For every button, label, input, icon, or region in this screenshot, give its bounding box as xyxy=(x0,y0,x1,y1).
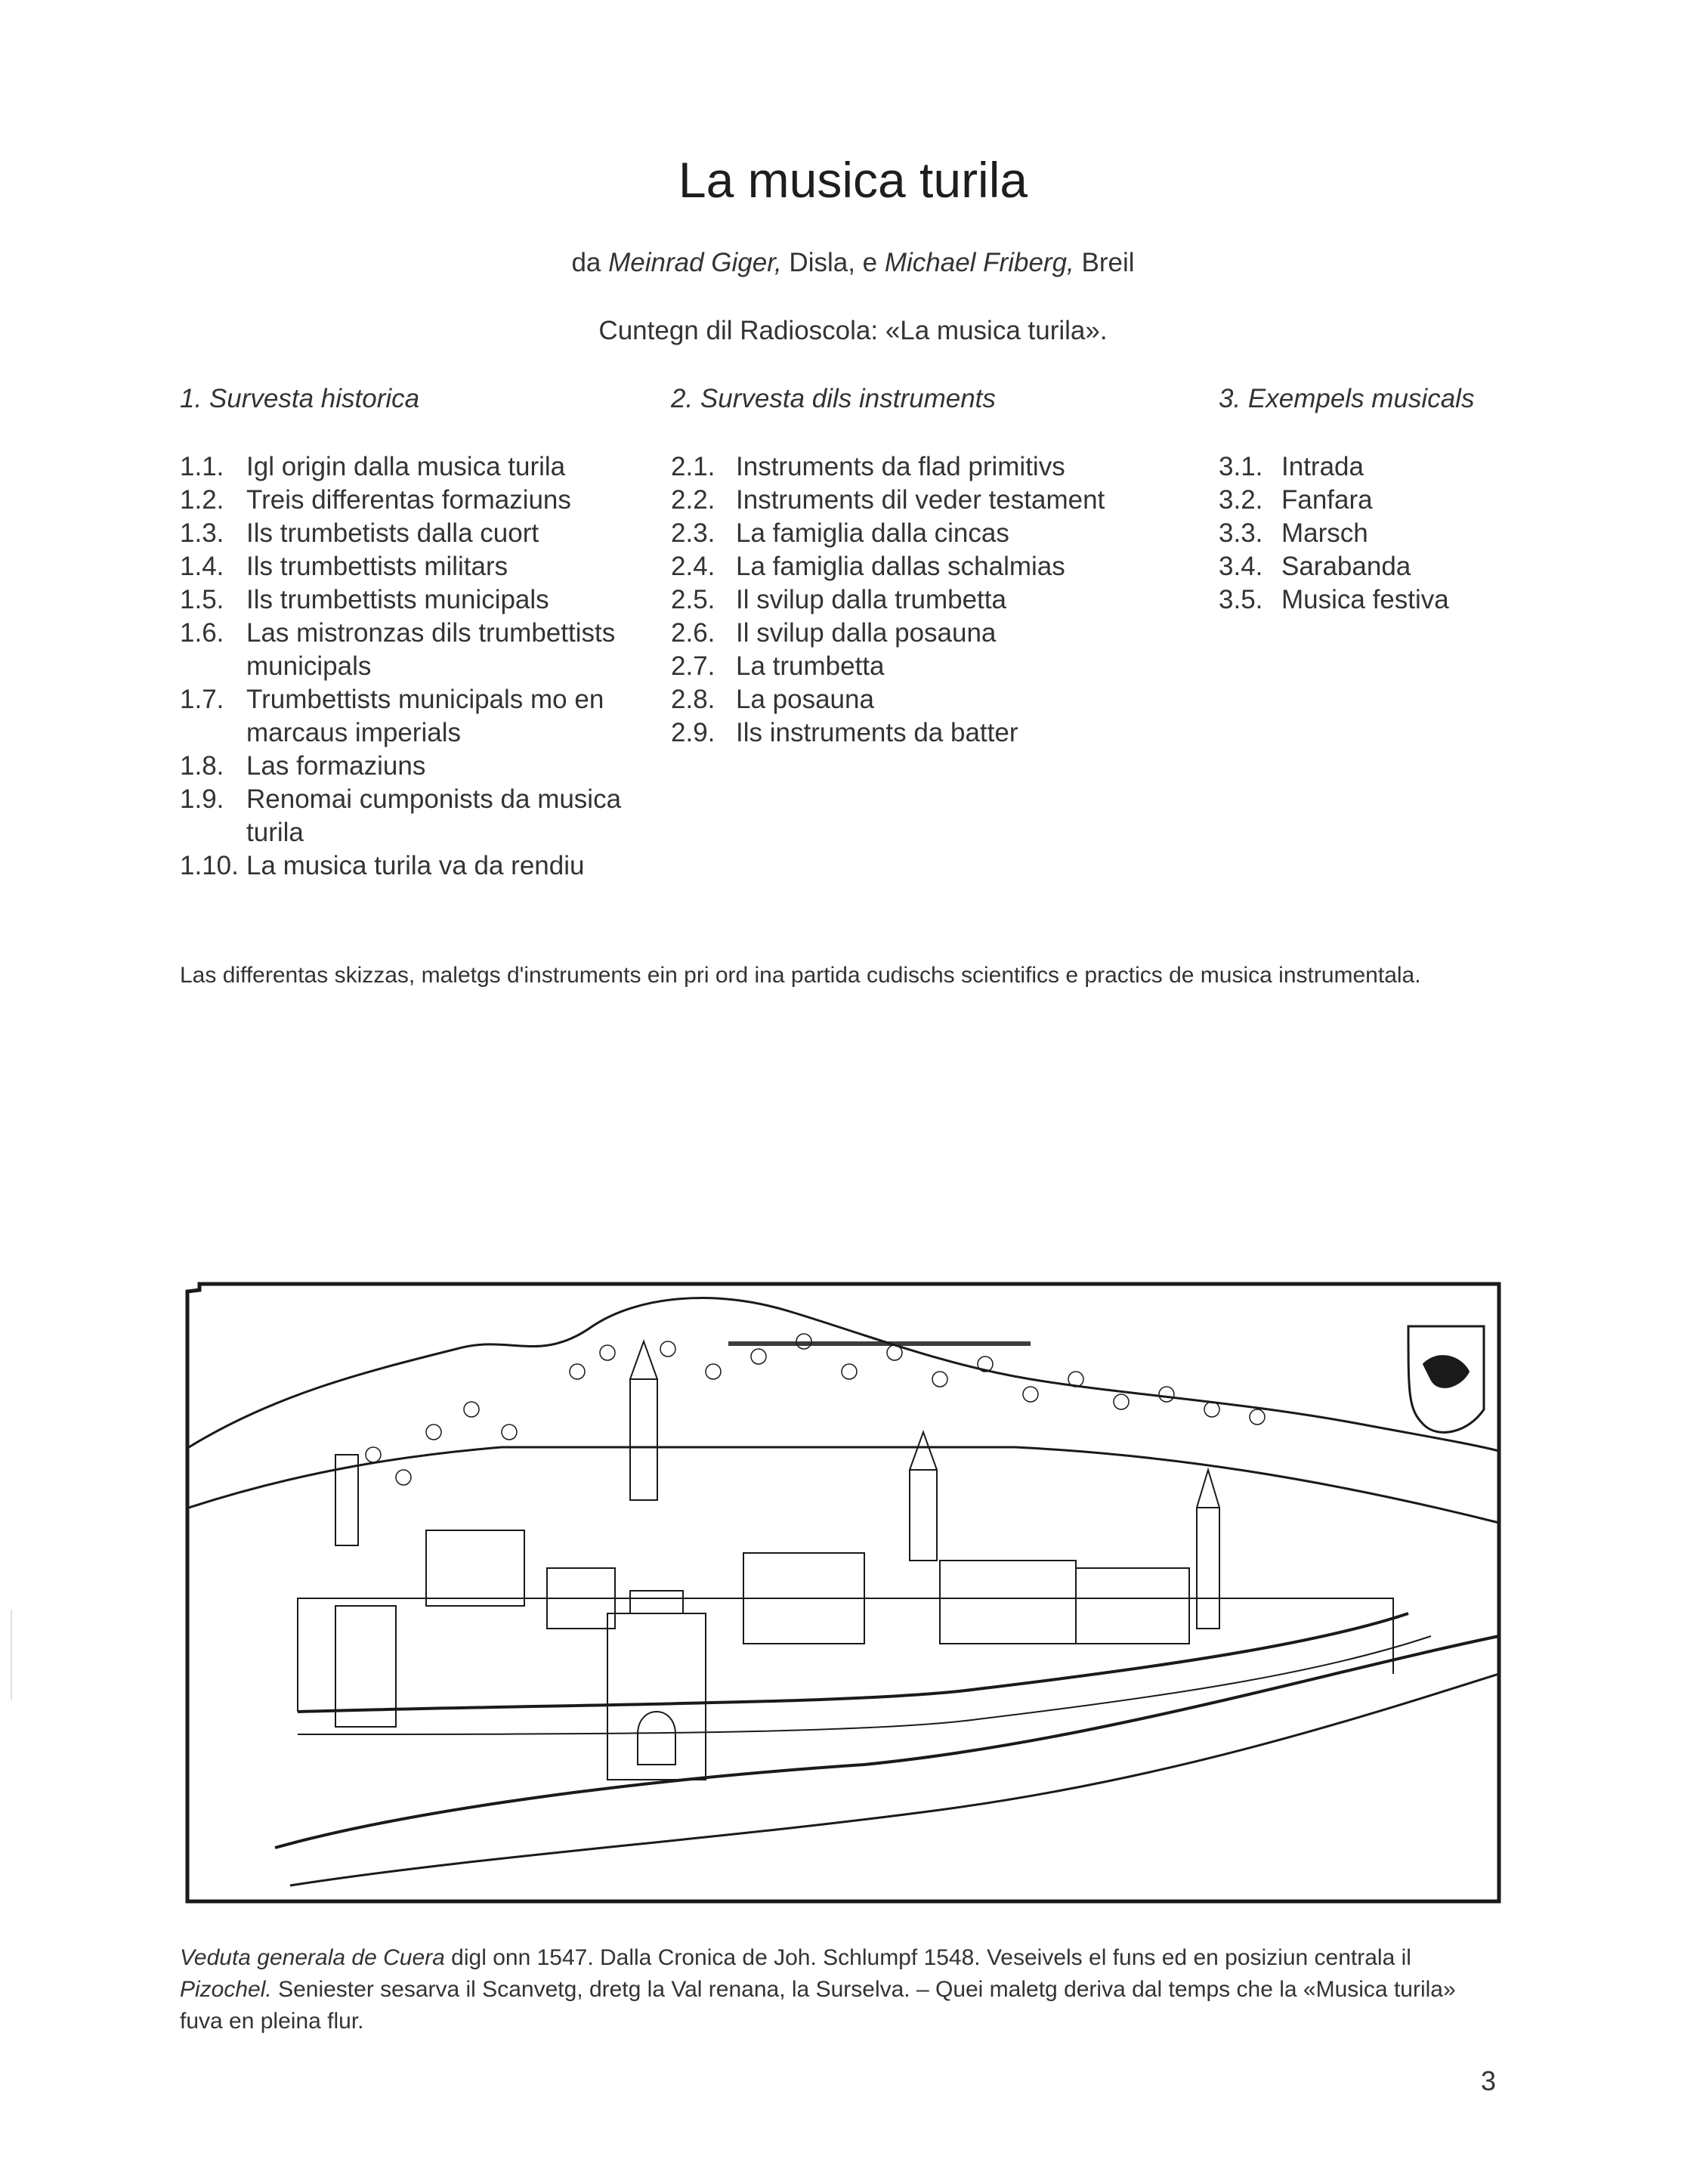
list-item xyxy=(671,716,1170,750)
section-list-instruments xyxy=(671,450,1170,750)
caption-title: Veduta generala de Cuera xyxy=(180,1945,445,1970)
list-item xyxy=(1219,484,1536,517)
caption-name: Pizochel. xyxy=(180,1977,272,2002)
contents-line: Cuntegn dil Radioscola: «La musica turila». xyxy=(598,316,1108,345)
item-label: Il svilup dalla trumbetta xyxy=(736,585,1006,614)
item-number: 1.2. xyxy=(180,485,224,515)
item-number: 1.3. xyxy=(180,518,224,548)
item-label: La trumbetta xyxy=(736,651,885,681)
caption-text: Seniester sesarva il Scanvetg, dretg la Val renana, la Surselva. – Quei maletg deriva dal temps che la «Musica turila» fuva en pleina flur. xyxy=(180,1977,1456,2034)
item-label: Instruments da flad primitivs xyxy=(736,452,1065,481)
page-title: La musica turila xyxy=(678,152,1028,208)
page-number: 3 xyxy=(1480,2065,1496,2096)
list-item xyxy=(1219,517,1536,550)
item-number: 2.2. xyxy=(671,485,715,515)
list-item xyxy=(671,450,1170,484)
item-number: 3.2. xyxy=(1219,485,1263,515)
item-number: 2.1. xyxy=(671,452,715,481)
item-label: Las mistronzas dils trumbettists municipals xyxy=(246,618,616,681)
item-number: 2.9. xyxy=(671,718,715,747)
item-number: 1.8. xyxy=(180,751,224,781)
intro-paragraph: Las differentas skizzas, maletgs d'instruments ein pri ord ina partida cudischs scientifics e practics de musica instrumentala. xyxy=(180,963,1421,988)
list-item xyxy=(180,750,648,783)
item-label: Ils trumbettists militars xyxy=(246,552,508,581)
woodcut-illustration xyxy=(184,1281,1502,1904)
item-number: 2.3. xyxy=(671,518,715,548)
item-number: 1.5. xyxy=(180,585,224,614)
list-item xyxy=(180,517,648,550)
list-item xyxy=(671,550,1170,583)
item-label: La posauna xyxy=(736,685,874,714)
item-number: 2.8. xyxy=(671,685,715,714)
item-number: 1.6. xyxy=(180,618,224,648)
section-list-historica xyxy=(180,450,648,883)
item-number: 1.1. xyxy=(180,452,224,481)
item-label: La famiglia dallas schalmias xyxy=(736,552,1065,581)
item-number: 2.7. xyxy=(671,651,715,681)
item-number: 3.1. xyxy=(1219,452,1263,481)
item-label: Las formaziuns xyxy=(246,751,426,781)
item-label: Fanfara xyxy=(1281,485,1373,515)
item-label: Ils trumbetists dalla cuort xyxy=(246,518,539,548)
item-label: Igl origin dalla musica turila xyxy=(246,452,566,481)
list-item xyxy=(671,617,1170,650)
list-item xyxy=(180,783,648,849)
item-label: Intrada xyxy=(1281,452,1364,481)
item-label: Renomai cumponists da musica turila xyxy=(246,784,622,847)
item-label: Treis differentas formaziuns xyxy=(246,485,571,515)
place-1: Disla, e xyxy=(781,248,885,277)
section-heading-historica: 1. Survesta historica xyxy=(180,384,420,413)
item-label: La musica turila va da rendiu xyxy=(246,851,585,880)
item-number: 3.3. xyxy=(1219,518,1263,548)
item-label: Instruments dil veder testament xyxy=(736,485,1105,515)
list-item xyxy=(1219,450,1536,484)
item-number: 3.4. xyxy=(1219,552,1263,581)
list-item xyxy=(180,583,648,617)
author-2: Michael Friberg, xyxy=(884,248,1074,277)
item-number: 3.5. xyxy=(1219,585,1263,614)
list-item xyxy=(180,484,648,517)
list-item xyxy=(671,517,1170,550)
item-label: La famiglia dalla cincas xyxy=(736,518,1009,548)
item-label: Il svilup dalla posauna xyxy=(736,618,997,648)
list-item xyxy=(180,849,648,883)
section-list-exempels xyxy=(1219,450,1536,617)
item-number: 2.4. xyxy=(671,552,715,581)
list-item xyxy=(671,650,1170,683)
section-heading-exempels: 3. Exempels musicals xyxy=(1219,384,1475,413)
list-item xyxy=(180,450,648,484)
item-number: 2.6. xyxy=(671,618,715,648)
item-label: Sarabanda xyxy=(1281,552,1411,581)
list-item xyxy=(1219,550,1536,583)
scan-edge-mark xyxy=(11,1610,12,1700)
list-item xyxy=(671,583,1170,617)
figure-caption xyxy=(180,1942,1497,2037)
list-item xyxy=(180,683,648,750)
list-item xyxy=(180,550,648,583)
list-item xyxy=(671,484,1170,517)
list-item xyxy=(1219,583,1536,617)
section-heading-instruments: 2. Survesta dils instruments xyxy=(671,384,996,413)
item-label: Ils instruments da batter xyxy=(736,718,1018,747)
place-2: Breil xyxy=(1074,248,1135,277)
item-number: 1.7. xyxy=(180,685,224,714)
item-number: 2.5. xyxy=(671,585,715,614)
item-label: Musica festiva xyxy=(1281,585,1449,614)
item-label: Trumbettists municipals mo en marcaus imperials xyxy=(246,685,604,747)
item-number: 1.9. xyxy=(180,784,224,814)
list-item xyxy=(180,617,648,683)
item-label: Ils trumbettists municipals xyxy=(246,585,549,614)
item-label: Marsch xyxy=(1281,518,1368,548)
caption-text: digl onn 1547. Dalla Cronica de Joh. Schlumpf 1548. Veseivels el funs ed en posiziun centrala il xyxy=(444,1945,1411,1970)
author-1: Meinrad Giger, xyxy=(608,248,782,277)
list-item xyxy=(671,683,1170,716)
byline-prefix: da xyxy=(571,248,609,277)
item-number: 1.4. xyxy=(180,552,224,581)
byline xyxy=(0,248,1706,278)
item-number: 1.10. xyxy=(180,851,239,880)
